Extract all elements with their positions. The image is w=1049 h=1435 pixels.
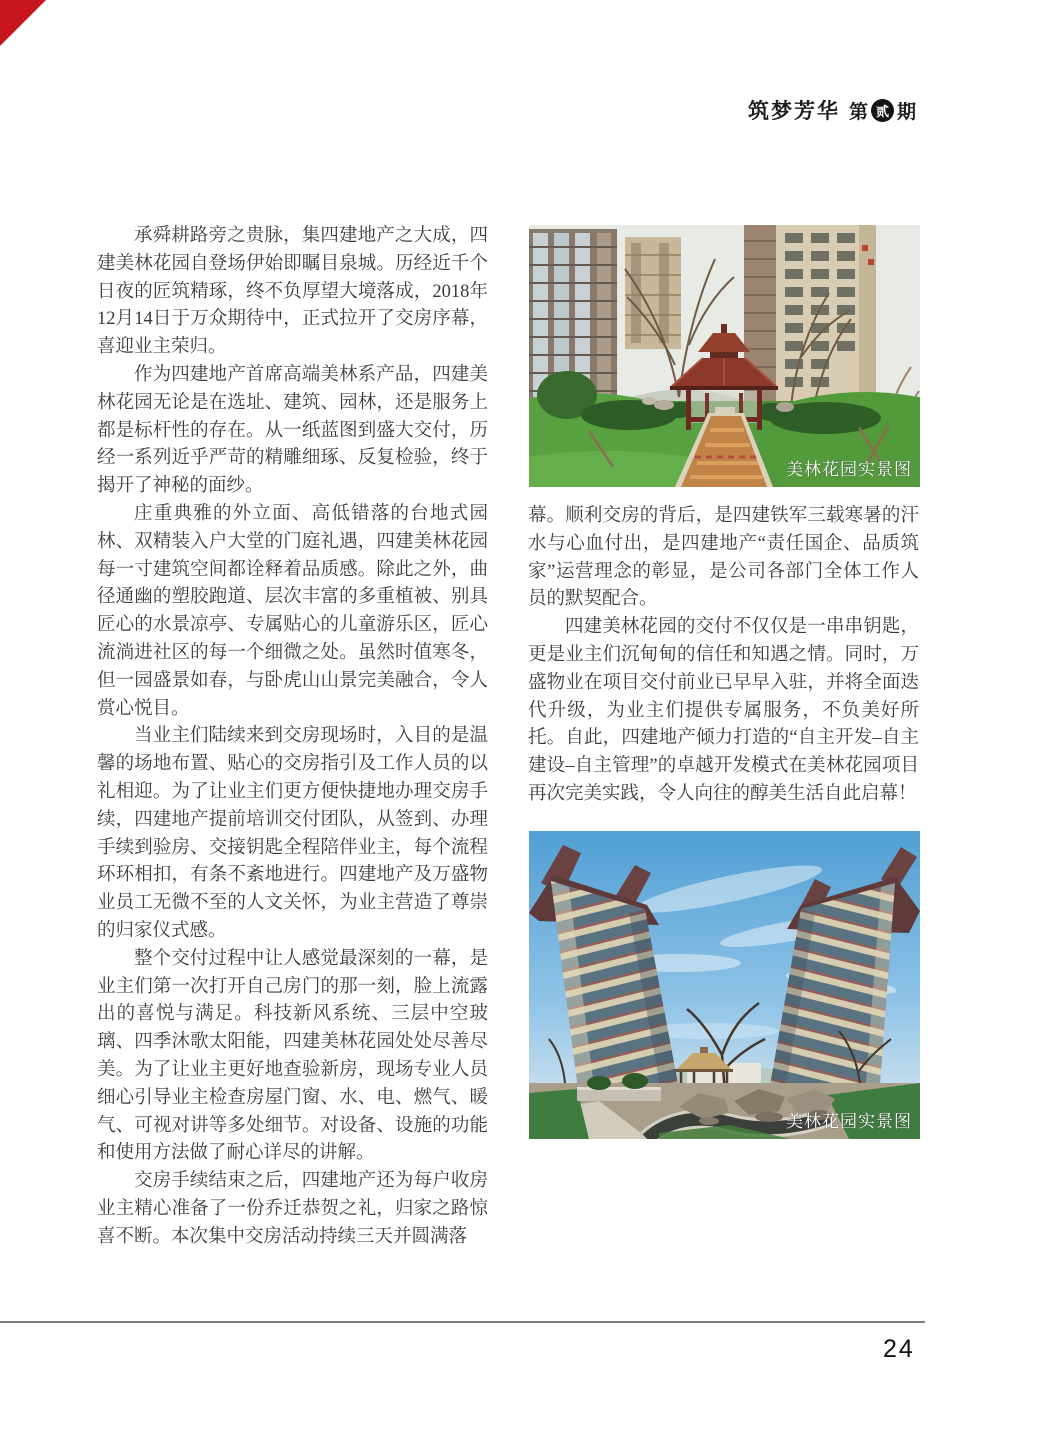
footer-rule (0, 1321, 925, 1323)
issue-suffix: 期 (896, 101, 916, 123)
photo-residential-towers-illustration (529, 831, 920, 1139)
left-text-column (97, 223, 488, 1251)
paragraph: 幕。顺利交房的背后，是四建铁军三载寒暑的汗水与心血付出，是四建地产“责任国企、品质筑家”运营理念的彰显，是公司各部门全体工作人员的默契配合。 (528, 506, 919, 610)
middle-tower (625, 237, 681, 349)
photo-caption: 美林花园实景图 (786, 1112, 912, 1131)
page-number: 24 (883, 1335, 915, 1363)
paragraph: 作为四建地产首席高端美林系产品，四建美林花园无论是在选址、建筑、园林，还是服务上都是标杆性的存在。从一纸蓝图到盛大交付，历经一系列近乎严苛的精雕细琢、反复检验，终于揭开了神秘的面纱。 (97, 364, 488, 497)
photo-residential-towers (529, 831, 920, 1139)
photo-garden-gazebo (529, 225, 920, 487)
paragraph: 承舜耕路旁之贵脉，集四建地产之大成，四建美林花园自登场伊始即瞩目泉城。历经近千个日夜的匠筑精琢，终不负厚望大境落成，2018年12月14日于万众期待中，正式拉开了交房序幕，喜迎业主荣归。 (97, 226, 488, 358)
issue-prefix: 第 (848, 101, 868, 123)
paragraph: 四建美林花园的交付不仅仅是一串串钥匙，更是业主们沉甸甸的信任和知遇之情。同时，万盛物业在项目交付前业已早早入驻，并将全面迭代升级，为业主们提供专属服务，不负美好所托。自此，四建地产倾力打造的“自主开发–自主建设–自主管理”的卓越开发模式在美林花园项目再次完美实践，令人向往的醇美生活自此启幕！ (528, 617, 919, 804)
paragraph: 庄重典雅的外立面、高低错落的台地式园林、双精装入户大堂的门庭礼遇，四建美林花园每一寸建筑空间都诠释着品质感。除此之外，曲径通幽的塑胶跑道、层次丰富的多重植被、别具匠心的水景凉亭、专属贴心的儿童游乐区，匠心流淌进社区的每一个细微之处。虽然时值寒冬，但一园盛景如春，与卧虎山山景完美融合，令人赏心悦目。 (97, 503, 488, 719)
paragraph: 当业主们陆续来到交房现场时，入目的是温馨的场地布置、贴心的交房指引及工作人员的以礼相迎。为了让业主们更方便快捷地办理交房手续，四建地产提前培训交付团队，从签到、办理手续到验房、交接钥匙全程陪伴业主，每个流程环环相扣，有条不紊地进行。四建地产及万盛物业员工无微不至的人文关怀，为业主营造了尊崇的归家仪式感。 (97, 726, 488, 941)
issue-number-stamp-icon: 贰 (871, 99, 894, 122)
photo-garden-gazebo-illustration (529, 225, 920, 487)
paragraph: 交房手续结束之后，四建地产还为每户收房业主精心准备了一份乔迁恭贺之礼，归家之路惊喜不断。本次集中交房活动持续三天并圆满落 (97, 1171, 488, 1247)
page-header (748, 97, 916, 123)
issue-label (849, 97, 916, 124)
paragraph: 整个交付过程中让人感觉最深刻的一幕，是业主们第一次打开自己房门的那一刻，脸上流露出的喜悦与满足。科技新风系统、三层中空玻璃、四季沐歌太阳能，四建美林花园处处尽善尽美。为了让业主更好地查验新房，现场专业人员细心引导业主检查房屋门窗、水、电、燃气、暖气、可视对讲等多处细节。对设备、设施的功能和使用方法做了耐心详尽的讲解。 (97, 948, 488, 1164)
photo-caption: 美林花园实景图 (786, 460, 912, 479)
corner-accent-triangle (0, 0, 46, 46)
right-text-column (528, 503, 919, 809)
magazine-title: 筑梦芳华 (747, 100, 840, 123)
